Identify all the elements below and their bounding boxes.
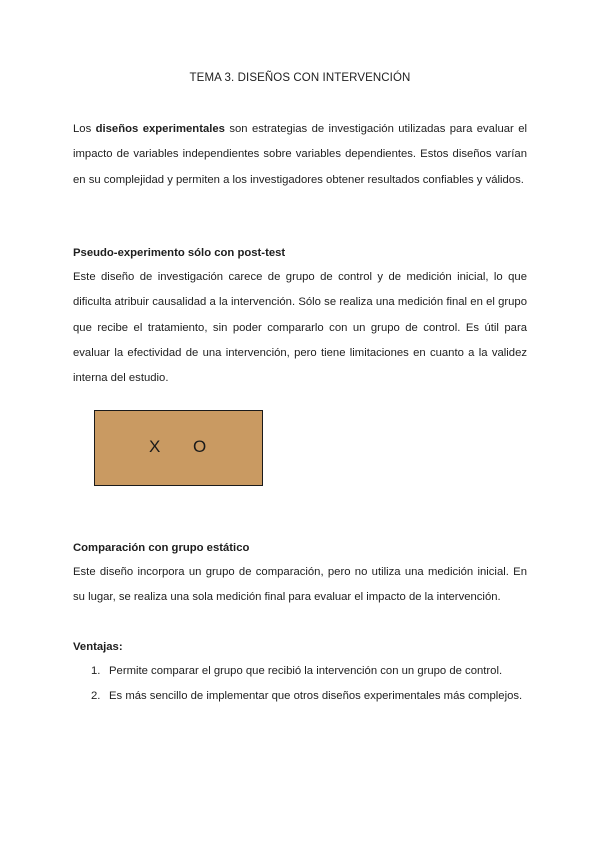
section1-heading: Pseudo-experimento sólo con post-test xyxy=(73,247,286,259)
diagram-x-label: X xyxy=(149,437,161,456)
diagram-o-label: O xyxy=(193,437,207,456)
list-item xyxy=(91,659,527,684)
advantages-list xyxy=(91,659,527,710)
design-diagram xyxy=(94,410,263,486)
list-item-number: 1. xyxy=(91,665,101,677)
list-item xyxy=(91,684,527,709)
list-item-text: Permite comparar el grupo que recibió la intervención con un grupo de control. xyxy=(109,665,503,677)
section2-body: Este diseño incorpora un grupo de comparación, pero no utiliza una medición inicial. En su lugar, se realiza una sola medición final para evaluar el impacto de la intervención. xyxy=(73,566,527,604)
list-item-number: 2. xyxy=(91,690,101,703)
list-item-text: Es más sencillo de implementar que otros diseños experimentales más complejos. xyxy=(109,690,523,703)
section1-body: Este diseño de investigación carece de grupo de control y de medición inicial, lo que dificulta atribuir causalidad a la intervención. Sólo se realiza una medición final en el grupo que recibe el tratamiento, sin poder compararlo con un grupo de control. Es útil para evaluar la efectividad de una intervención, pero tiene limitaciones en cuanto a la validez interna del estudio. xyxy=(73,271,527,385)
intro-pre: Los xyxy=(73,123,96,135)
intro-paragraph xyxy=(73,117,527,193)
intro-post: son estrategias de investigación utilizadas para evaluar el impacto de variables independientes sobre variables dependientes. Estos diseños varían en su complejidad y permiten a los investigadores obtener resultados confiables y válidos. xyxy=(73,123,527,186)
document-title: TEMA 3. DISEÑOS CON INTERVENCIÓN xyxy=(189,72,411,84)
intro-bold-term: diseños experimentales xyxy=(95,123,225,135)
advantages-heading: Ventajas: xyxy=(73,641,123,653)
section2-heading: Comparación con grupo estático xyxy=(73,542,250,554)
